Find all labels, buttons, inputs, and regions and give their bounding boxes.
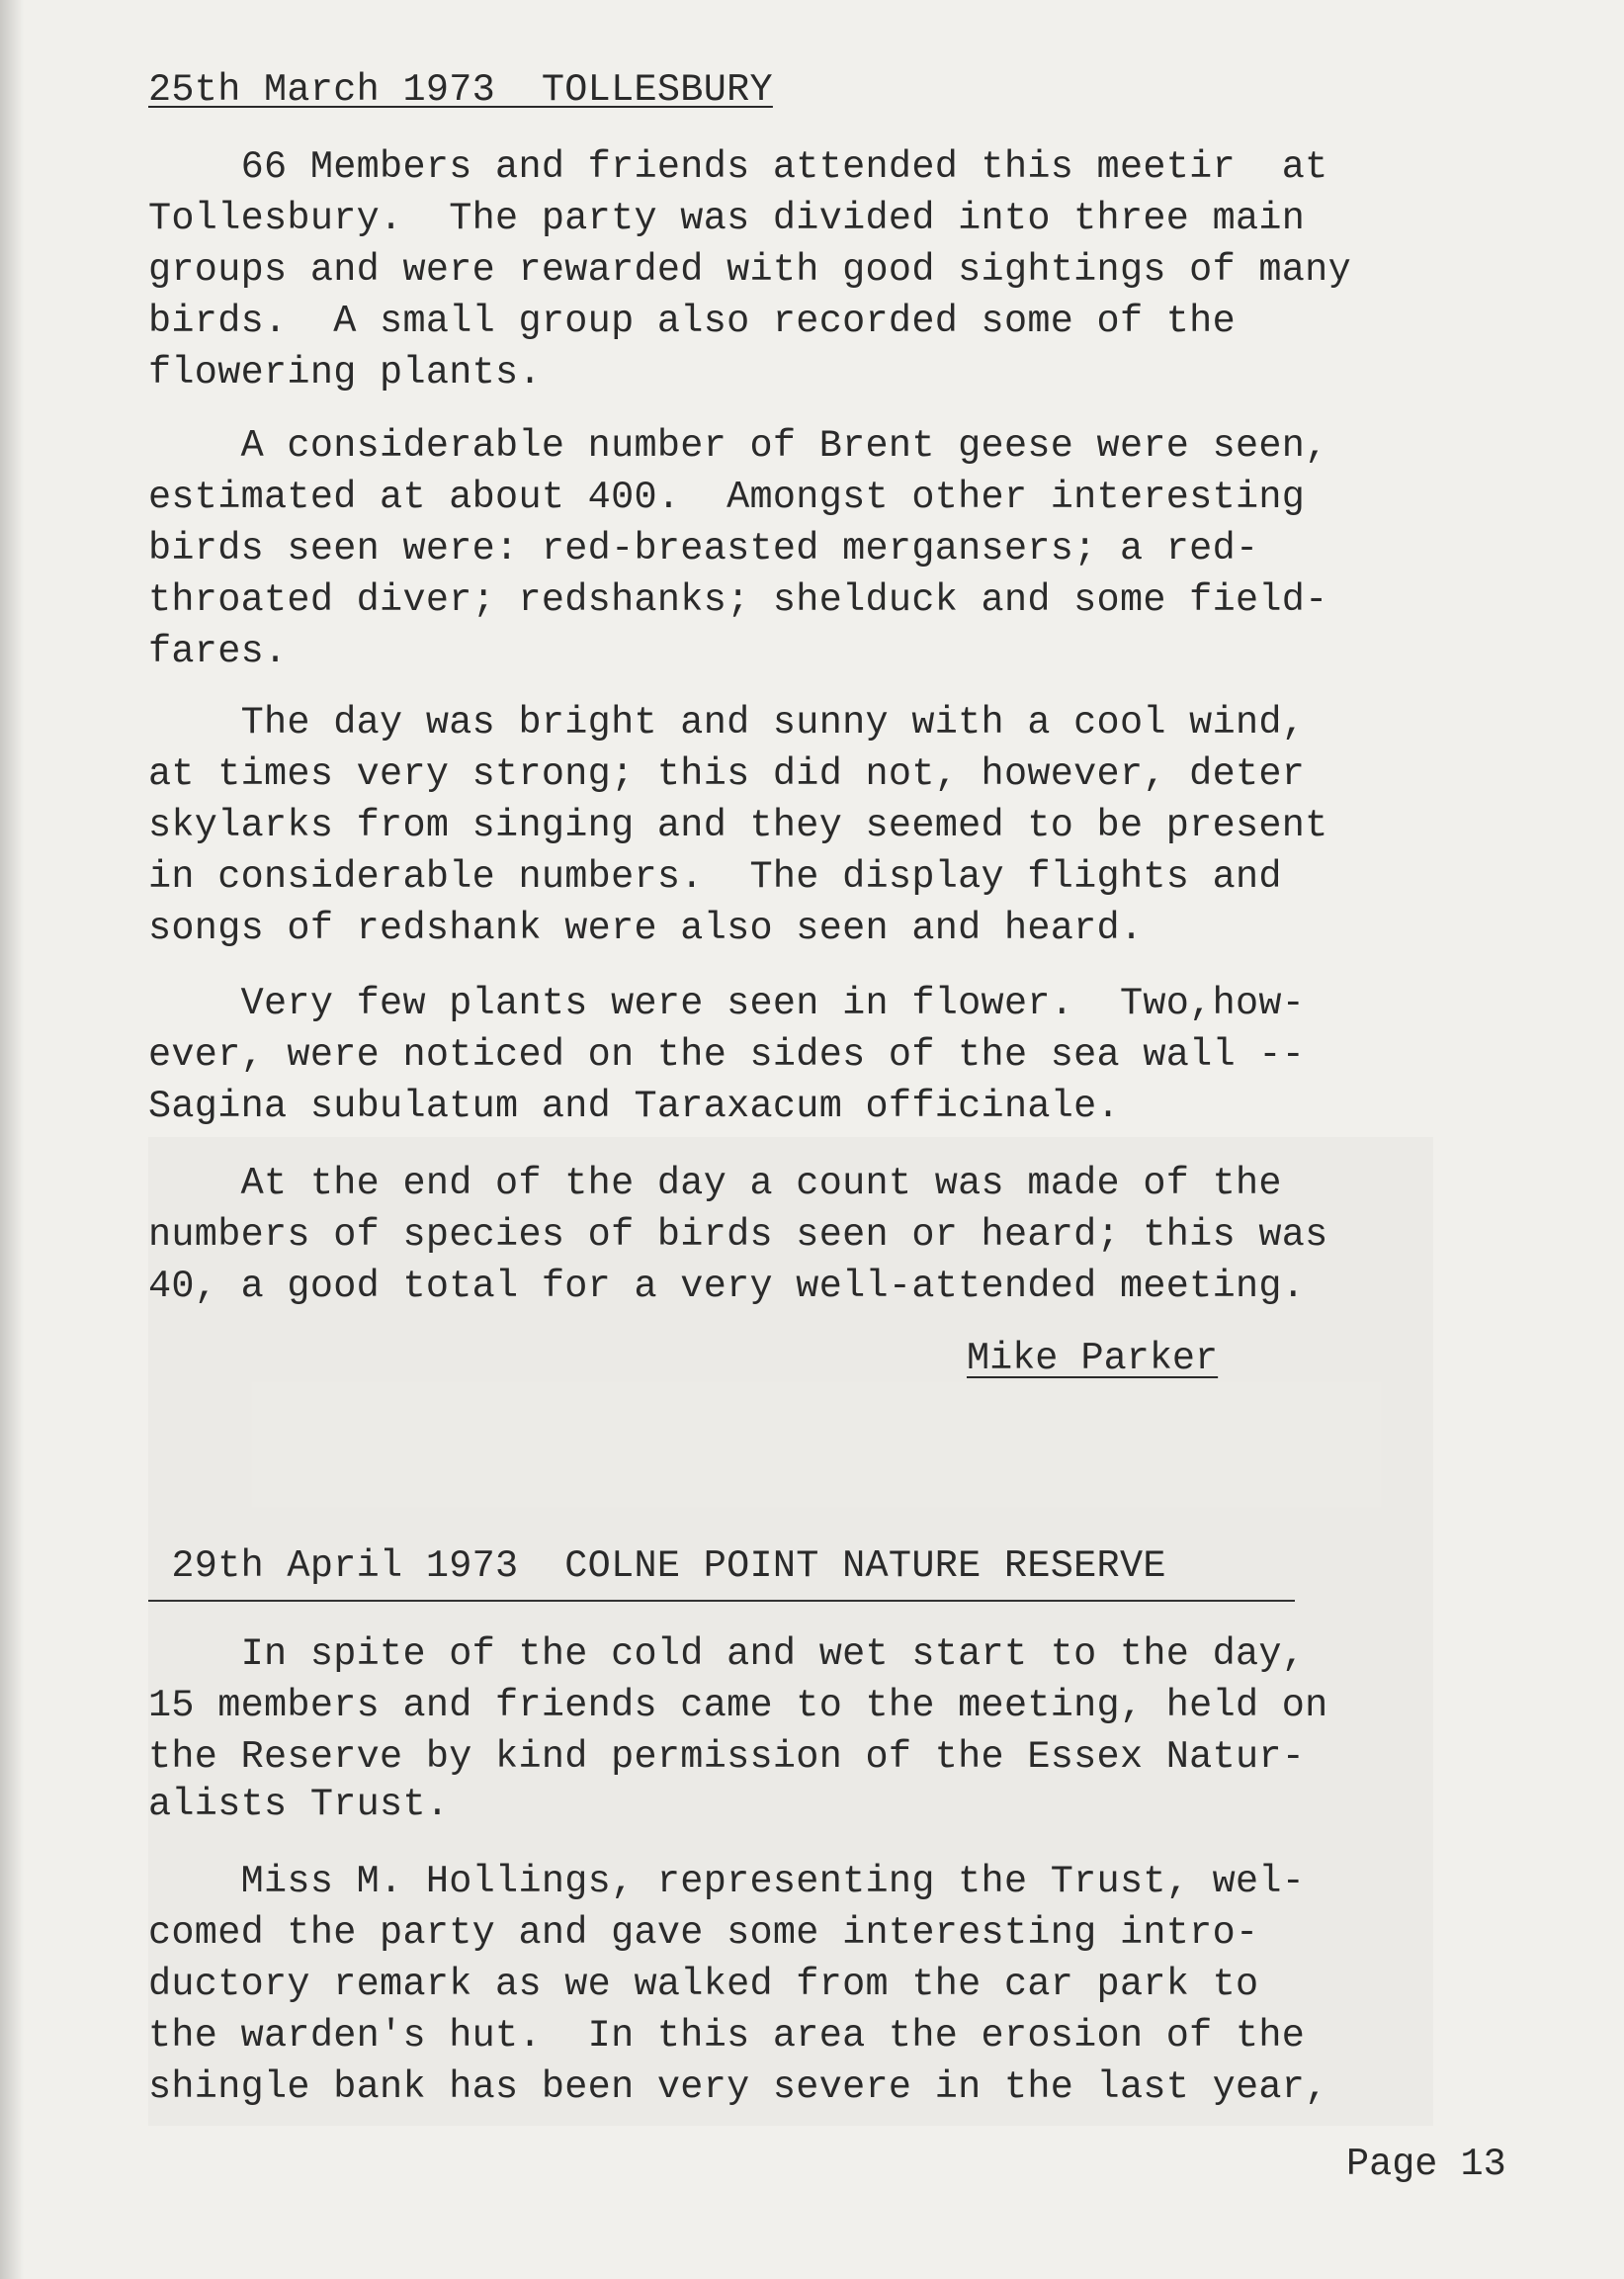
page-edge-shadow bbox=[0, 0, 24, 2279]
section1-line: fares. bbox=[148, 630, 288, 673]
section1-heading: 25th March 1973 TOLLESBURY bbox=[148, 68, 773, 112]
section2-line: the Reserve by kind permission of the Essex Natur- bbox=[148, 1735, 1306, 1779]
section2-line: Miss M. Hollings, representing the Trust, wel- bbox=[148, 1860, 1306, 1903]
section1-line: The day was bright and sunny with a cool wind, bbox=[148, 701, 1306, 745]
section1-line: A considerable number of Brent geese were seen, bbox=[148, 424, 1328, 468]
section1-line: estimated at about 400. Amongst other interesting bbox=[148, 476, 1306, 519]
section1-line: songs of redshank were also seen and heard. bbox=[148, 907, 1144, 950]
section2-heading-rule bbox=[148, 1600, 1295, 1602]
section1-line: 66 Members and friends attended this meetir at bbox=[148, 145, 1328, 189]
section1-line: Very few plants were seen in flower. Two,how- bbox=[148, 982, 1306, 1025]
section2-line: ductory remark as we walked from the car park to bbox=[148, 1963, 1259, 2006]
signature: Mike Parker bbox=[967, 1337, 1219, 1380]
section2-heading: 29th April 1973 COLNE POINT NATURE RESERVE bbox=[148, 1544, 1166, 1588]
section2-line: alists Trust. bbox=[148, 1783, 450, 1826]
section1-line: numbers of species of birds seen or heard; this was bbox=[148, 1213, 1328, 1257]
section1-line: ever, were noticed on the sides of the sea wall -- bbox=[148, 1033, 1306, 1077]
section2-line: comed the party and gave some interesting intro- bbox=[148, 1911, 1259, 1955]
section1-line: at times very strong; this did not, however, deter bbox=[148, 752, 1306, 796]
section2-line: 15 members and friends came to the meeting, held on bbox=[148, 1684, 1328, 1727]
section1-line: At the end of the day a count was made of the bbox=[148, 1162, 1282, 1205]
section1-line: skylarks from singing and they seemed to be present bbox=[148, 804, 1328, 847]
section1-line: flowering plants. bbox=[148, 351, 542, 394]
page-number: Page 13 bbox=[1346, 2143, 1506, 2186]
section1-line: birds. A small group also recorded some of the bbox=[148, 300, 1236, 343]
section2-line: shingle bank has been very severe in the last year, bbox=[148, 2065, 1328, 2109]
section2-line: In spite of the cold and wet start to the day, bbox=[148, 1632, 1306, 1676]
section2-line: the warden's hut. In this area the erosion of the bbox=[148, 2014, 1306, 2058]
section1-line: Sagina subulatum and Taraxacum officinale. bbox=[148, 1085, 1120, 1128]
section1-line: 40, a good total for a very well-attended meeting. bbox=[148, 1265, 1306, 1308]
section1-line: in considerable numbers. The display flights and bbox=[148, 855, 1282, 899]
section1-line: Tollesbury. The party was divided into three main bbox=[148, 197, 1306, 240]
section1-line: throated diver; redshanks; shelduck and some field- bbox=[148, 578, 1328, 622]
section1-line: groups and were rewarded with good sightings of many bbox=[148, 248, 1351, 292]
section1-line: birds seen were: red-breasted mergansers; a red- bbox=[148, 527, 1259, 570]
